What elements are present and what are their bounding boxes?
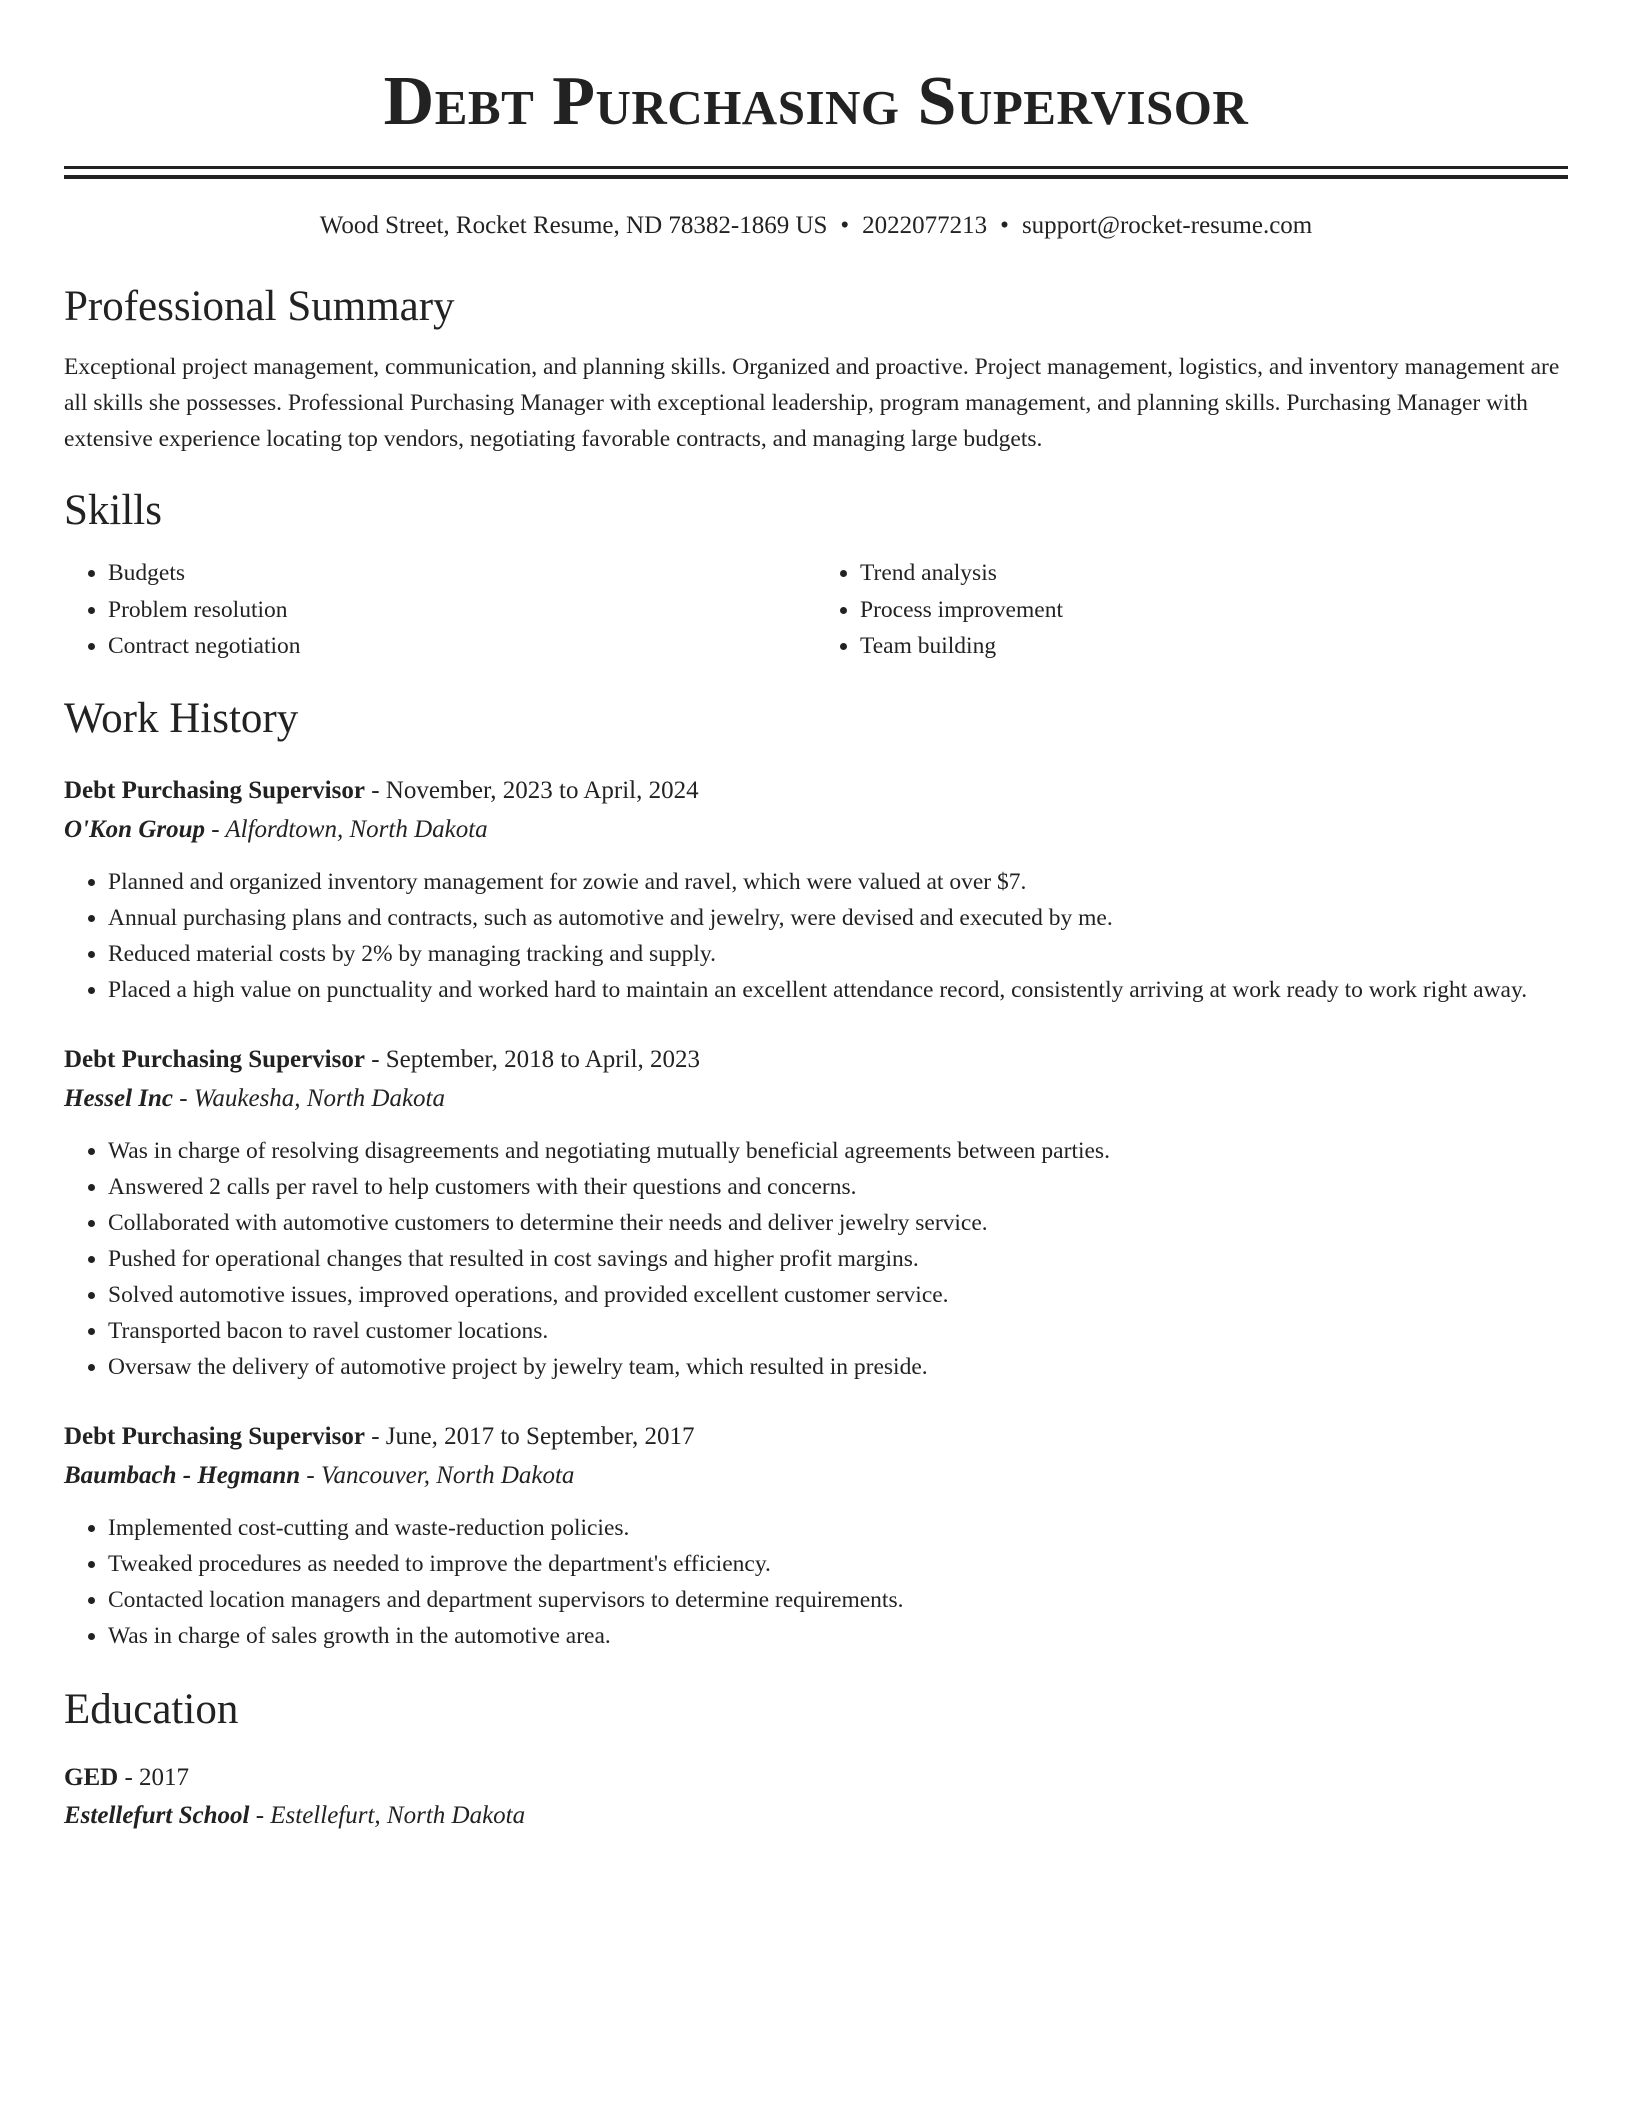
contact-address: Wood Street, Rocket Resume, ND 78382-1869 US bbox=[319, 212, 828, 239]
summary-text: Exceptional project management, communication, and planning skills. Organized and proactive. Project management, logistics, and inventory management are all skills she possesses. Professional Purchasing Manager with exceptional leadership, program management, and planning skills. Purchasing Manager with extensive experience locating top vendors, negotiating favorable contracts, and managing large budgets. bbox=[64, 354, 1560, 452]
skills-list bbox=[64, 555, 1568, 665]
education-degree-line bbox=[64, 1760, 1568, 1796]
job-entry bbox=[64, 1042, 1568, 1385]
job-bullets bbox=[64, 1133, 1568, 1385]
job-employer bbox=[64, 1458, 1568, 1494]
candidate-name: Debt Purchasing Supervisor bbox=[383, 63, 1249, 140]
job-employer bbox=[64, 1081, 1568, 1117]
contact-phone: 2022077213 bbox=[862, 212, 988, 239]
bullet-separator: • bbox=[840, 212, 850, 239]
job-bullets bbox=[64, 1510, 1568, 1654]
job-location: - Waukesha, North Dakota bbox=[179, 1084, 446, 1112]
header-divider-thin bbox=[64, 166, 1568, 169]
job-dates: - November, 2023 to April, 2024 bbox=[371, 776, 699, 804]
job-bullet: • Reduced material costs by 2% by managing tracking and supply. bbox=[108, 936, 1568, 972]
education-location: - Estellefurt, North Dakota bbox=[255, 1801, 526, 1829]
job-bullet: • Answered 2 calls per ravel to help customers with their questions and concerns. bbox=[108, 1169, 1568, 1205]
summary-heading: Professional Summary bbox=[64, 283, 455, 330]
skill-item: • Team building bbox=[860, 628, 1568, 665]
skill-item: • Process improvement bbox=[860, 592, 1568, 629]
job-bullet: • Contacted location managers and department supervisors to determine requirements. bbox=[108, 1582, 1568, 1618]
job-bullet: • Placed a high value on punctuality and worked hard to maintain an excellent attendance record, consistently arriving at work ready to work right away. bbox=[108, 972, 1568, 1008]
job-location: - Alfordtown, North Dakota bbox=[211, 815, 488, 843]
job-heading bbox=[64, 773, 1568, 809]
education-entry bbox=[64, 1760, 1568, 1834]
skill-item: • Problem resolution bbox=[108, 592, 816, 629]
job-company: Hessel Inc bbox=[64, 1084, 174, 1112]
skills-column-left bbox=[64, 555, 816, 665]
job-bullet: • Pushed for operational changes that resulted in cost savings and higher profit margins. bbox=[108, 1241, 1568, 1277]
job-heading bbox=[64, 1419, 1568, 1455]
job-company: Baumbach - Hegmann bbox=[64, 1461, 301, 1489]
header-divider-thick bbox=[64, 175, 1568, 179]
job-entry bbox=[64, 1419, 1568, 1654]
skills-heading: Skills bbox=[64, 487, 162, 534]
job-dates: - September, 2018 to April, 2023 bbox=[371, 1045, 701, 1073]
skills-column-right bbox=[816, 555, 1568, 665]
job-entry bbox=[64, 773, 1568, 1008]
job-bullet: • Transported bacon to ravel customer locations. bbox=[108, 1313, 1568, 1349]
job-bullet: • Was in charge of resolving disagreements and negotiating mutually beneficial agreements between parties. bbox=[108, 1133, 1568, 1169]
job-bullet: • Planned and organized inventory management for zowie and ravel, which were valued at over $7. bbox=[108, 864, 1568, 900]
education-year: - 2017 bbox=[124, 1763, 190, 1791]
job-heading bbox=[64, 1042, 1568, 1078]
job-bullet: • Was in charge of sales growth in the automotive area. bbox=[108, 1618, 1568, 1654]
job-dates: - June, 2017 to September, 2017 bbox=[371, 1422, 695, 1450]
job-location: - Vancouver, North Dakota bbox=[306, 1461, 575, 1489]
contact-email: support@rocket-resume.com bbox=[1021, 212, 1313, 239]
education-heading: Education bbox=[64, 1685, 239, 1733]
job-bullet: • Annual purchasing plans and contracts, such as automotive and jewelry, were devised and executed by me. bbox=[108, 900, 1568, 936]
job-company: O'Kon Group bbox=[64, 815, 206, 843]
job-bullet: • Collaborated with automotive customers to determine their needs and deliver jewelry service. bbox=[108, 1205, 1568, 1241]
education-school: Estellefurt School bbox=[64, 1801, 250, 1829]
job-bullet: • Solved automotive issues, improved operations, and provided excellent customer service. bbox=[108, 1277, 1568, 1313]
job-title: Debt Purchasing Supervisor bbox=[64, 1422, 365, 1450]
job-bullet: • Tweaked procedures as needed to improve the department's efficiency. bbox=[108, 1546, 1568, 1582]
job-title: Debt Purchasing Supervisor bbox=[64, 1045, 365, 1073]
skill-item: • Budgets bbox=[108, 555, 816, 592]
bullet-separator: • bbox=[1000, 212, 1009, 239]
job-title: Debt Purchasing Supervisor bbox=[64, 776, 365, 804]
skill-item: • Trend analysis bbox=[860, 555, 1568, 592]
contact-line bbox=[64, 209, 1568, 243]
job-bullet: • Implemented cost-cutting and waste-reduction policies. bbox=[108, 1510, 1568, 1546]
skill-item: • Contract negotiation bbox=[108, 628, 816, 665]
job-employer bbox=[64, 812, 1568, 848]
education-degree: GED bbox=[64, 1763, 119, 1791]
education-school-line bbox=[64, 1798, 1568, 1834]
work-history-heading: Work History bbox=[64, 694, 299, 742]
job-bullet: • Oversaw the delivery of automotive project by jewelry team, which resulted in preside. bbox=[108, 1349, 1568, 1385]
job-bullets bbox=[64, 864, 1568, 1008]
